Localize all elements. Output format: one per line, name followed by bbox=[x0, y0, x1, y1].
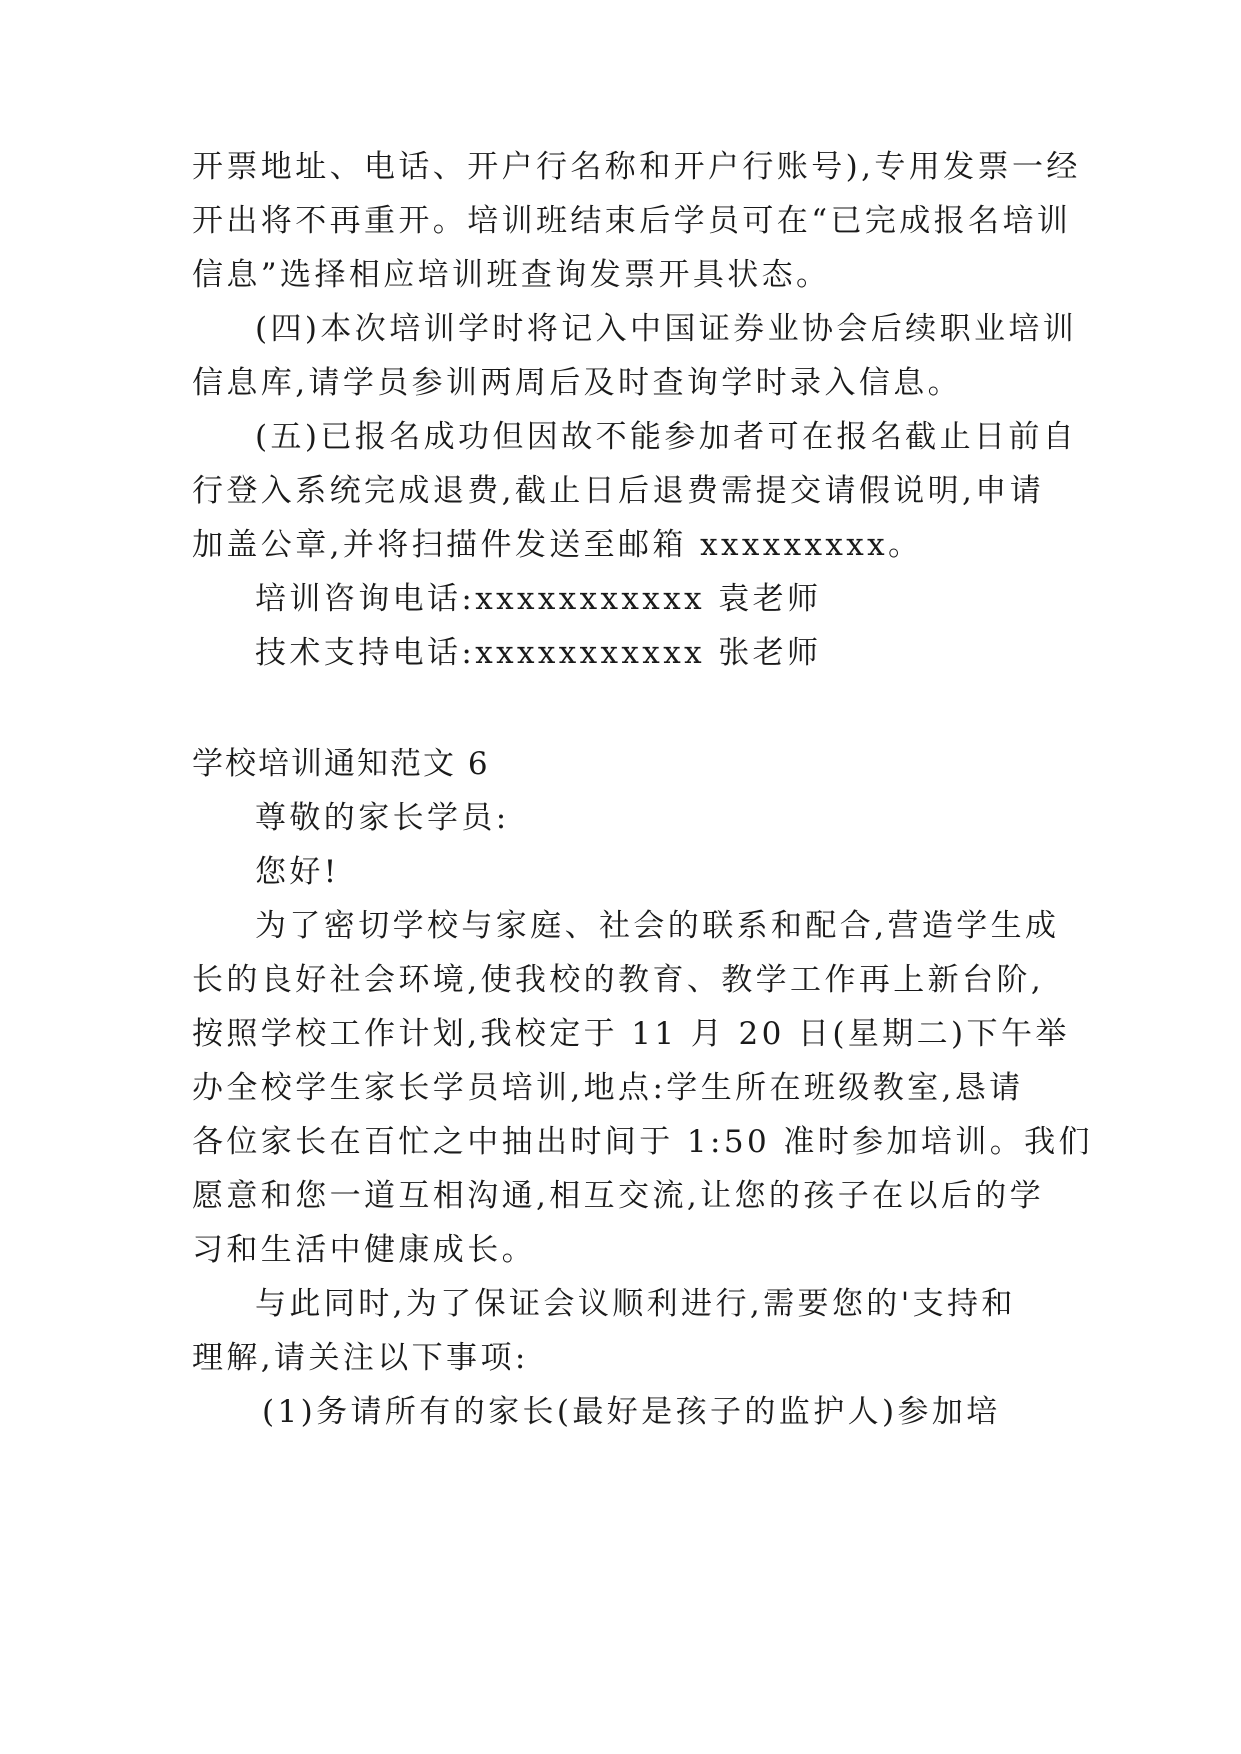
paragraph-line: 与此同时,为了保证会议顺利进行,需要您的'支持和 bbox=[255, 1286, 1016, 1322]
paragraph-line: 长的良好社会环境,使我校的教育、教学工作再上新台阶, bbox=[192, 962, 1045, 998]
paragraph-line: 理解,请关注以下事项: bbox=[192, 1340, 529, 1376]
greeting: 您好! bbox=[255, 854, 340, 890]
paragraph-line: (五)已报名成功但因故不能参加者可在报名截止日前自 bbox=[255, 419, 1078, 455]
paragraph-line: 各位家长在百忙之中抽出时间于 1:50 准时参加培训。我们 bbox=[192, 1124, 1093, 1160]
list-item: (1)务请所有的家长(最好是孩子的监护人)参加培 bbox=[262, 1394, 1001, 1430]
paragraph-line: 按照学校工作计划,我校定于 11 月 20 日(星期二)下午举 bbox=[192, 1016, 1070, 1052]
paragraph-line: 为了密切学校与家庭、社会的联系和配合,营造学生成 bbox=[255, 908, 1060, 944]
paragraph-line: 行登入系统完成退费,截止日后退费需提交请假说明,申请 bbox=[192, 473, 1045, 509]
paragraph-line: 办全校学生家长学员培训,地点:学生所在班级教室,恳请 bbox=[192, 1070, 1024, 1106]
paragraph-line: 开票地址、电话、开户行名称和开户行账号),专用发票一经 bbox=[192, 149, 1081, 185]
paragraph-line: 开出将不再重开。培训班结束后学员可在“已完成报名培训 bbox=[192, 203, 1072, 239]
section-title: 学校培训通知范文 6 bbox=[192, 746, 490, 782]
paragraph-line: 习和生活中健康成长。 bbox=[192, 1232, 536, 1268]
paragraph-line: 加盖公章,并将扫描件发送至邮箱 xxxxxxxxx。 bbox=[192, 527, 923, 563]
paragraph-line: (四)本次培训学时将记入中国证券业协会后续职业培训 bbox=[255, 311, 1078, 347]
contact-training-phone: 培训咨询电话:xxxxxxxxxxx 袁老师 bbox=[255, 581, 822, 617]
salutation: 尊敬的家长学员: bbox=[255, 800, 510, 836]
contact-tech-phone: 技术支持电话:xxxxxxxxxxx 张老师 bbox=[255, 635, 822, 671]
paragraph-line: 信息”选择相应培训班查询发票开具状态。 bbox=[192, 257, 831, 293]
paragraph-line: 愿意和您一道互相沟通,相互交流,让您的孩子在以后的学 bbox=[192, 1178, 1045, 1214]
paragraph-line: 信息库,请学员参训两周后及时查询学时录入信息。 bbox=[192, 365, 963, 401]
